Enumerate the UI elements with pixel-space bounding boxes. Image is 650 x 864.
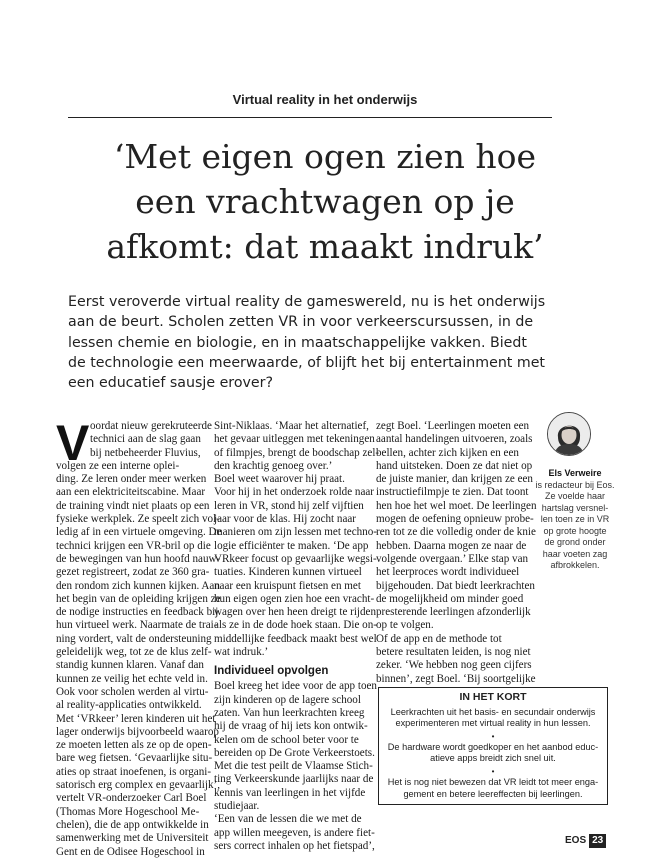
- summary-item: [379, 707, 607, 730]
- text-line: hij de vraag of hij iets kon ontwik-: [214, 720, 368, 733]
- intro-line: lessen chemie en biologie, en in maatschappelijke vakken. Biedt: [68, 334, 527, 351]
- body-column-2: [214, 420, 380, 853]
- summary-item-line: gement en betere leereffecten bij leerlingen.: [403, 788, 583, 799]
- text-line: geleidelijk weg, tot ze de klus zelf-: [56, 646, 212, 659]
- text-line: logie efficiënter te maken. ‘De app: [214, 539, 369, 552]
- text-line: het gevaar uitleggen met tekeningen: [214, 433, 375, 446]
- bullet-icon: •: [491, 731, 495, 741]
- text-line: ze moeten letten als ze op de open-: [56, 739, 212, 752]
- text-line: of filmpjes, brengt de boodschap zel-: [214, 446, 380, 459]
- author-bio-line: hartslag versnel-: [541, 502, 609, 513]
- text-line: ting Verkeerskunde jaarlijks naar de: [214, 773, 374, 786]
- text-line: ‘Een van de lessen die we met de: [214, 813, 362, 826]
- text-line: aties op straat inoefenen, is organi-: [56, 765, 212, 778]
- text-line: bereiden op De Grote Verkeerstoets.: [214, 746, 375, 759]
- headline-line: afkomt: dat maakt indruk’: [106, 227, 544, 266]
- bullet-icon: •: [491, 766, 495, 776]
- text-line: al reality-applicaties ontwikkeld.: [56, 699, 202, 712]
- text-line: het begin van de opleiding krijgen ze: [56, 592, 221, 605]
- author-avatar: [547, 412, 591, 456]
- text-line: chelen), die de app ontwikkelde in: [56, 818, 209, 831]
- text-line: Voor hij in het onderzoek rolde naar: [214, 486, 374, 499]
- text-line: technici aan de slag gaan: [90, 433, 201, 446]
- text-line: hun virtueel werk. Naarmate de trai-: [56, 619, 218, 632]
- summary-item-line: De hardware wordt goedkoper en het aanbod educ-: [387, 741, 599, 752]
- text-line: app willen meegeven, is andere fiet-: [214, 826, 375, 839]
- page-footer: [565, 834, 606, 848]
- summary-item-line: Leerkrachten uit het basis- en secundair onderwijs: [390, 706, 596, 717]
- text-line: Met die test peilt de Vlaamse Stich-: [214, 760, 373, 773]
- text-line: ledig af in een virtuele omgeving. De: [56, 526, 222, 539]
- text-line: zijn kinderen op de lagere school: [214, 693, 361, 706]
- author-bio-line: op grote hoogte: [543, 525, 607, 536]
- text-line: sers correct inhalen op het fietspad’,: [214, 839, 375, 852]
- author-bio: [530, 468, 620, 572]
- headline-line: ‘Met eigen ogen zien hoe: [113, 137, 537, 176]
- text-line: Ook voor scholen werden al virtu-: [56, 685, 209, 698]
- text-line: aan een elektriciteitscabine. Maar: [56, 486, 206, 499]
- text-line: de nodige instructies en feedback bij: [56, 606, 219, 619]
- text-line: wagen over hen heen dreigt te rijden: [214, 606, 377, 619]
- text-line: betere resultaten leiden, is nog niet: [376, 646, 531, 659]
- text-line: op te volgen.: [376, 619, 434, 632]
- section-subhead: Individueel opvolgen: [214, 665, 329, 678]
- text-line: zeker. ‘We hebben nog geen cijfers: [376, 659, 532, 672]
- section-rubric: Virtual reality in het onderwijs: [232, 92, 418, 107]
- intro-lead: [68, 292, 588, 393]
- text-line: technici krijgen een VR-bril op die: [56, 539, 211, 552]
- text-line: de mogelijkheid om minder goed: [376, 592, 524, 605]
- intro-line: een educatief sausje erover?: [68, 375, 273, 392]
- text-line: het leerproces wordt individueel: [376, 566, 520, 579]
- text-line: Gent en de Odisee Hogeschool in: [56, 845, 205, 858]
- text-line: bare weg fietsen. ‘Gevaarlijke situ-: [56, 752, 213, 765]
- author-bio-line: Ze voelde haar: [544, 491, 606, 501]
- text-line: als ze in de dode hoek staan. Die on-: [214, 619, 377, 632]
- text-line: Boel kreeg het idee voor de app toen: [214, 680, 377, 693]
- text-line: satorisch erg complex en gevaarlijk’,: [56, 779, 220, 792]
- text-line: presterende leerlingen afzonderlijk: [376, 606, 531, 619]
- text-line: jaar voor de klas. Hij zocht naar: [214, 513, 357, 526]
- text-line: tuaties. Kinderen kunnen virtueel: [214, 566, 362, 579]
- text-line: binnen’, zegt Boel. ‘Bij soortgelijke: [376, 672, 536, 685]
- author-name: Els Verweire: [548, 468, 602, 478]
- text-line: ning vordert, valt de ondersteuning: [56, 632, 212, 645]
- headline: [40, 134, 610, 269]
- text-line: middellijke feedback maakt best wel: [214, 632, 377, 645]
- text-line: fysieke werkplek. Ze speelt zich vol-: [56, 513, 220, 526]
- text-line: kelen om de school beter voor te: [214, 733, 359, 746]
- text-line: kennis van leerlingen in het vijfde: [214, 786, 366, 799]
- drop-cap: V: [56, 415, 90, 471]
- text-line: Of de app en de methode tot: [376, 632, 502, 645]
- text-line: leren in VR, stond hij zelf vijftien: [214, 499, 364, 512]
- text-line: bijgehouden. Dat biedt leerkrachten: [376, 579, 535, 592]
- intro-line: de technologie een meerwaarde, of blijft het bij entertainment met: [68, 354, 545, 371]
- text-line: ding. Ze leren onder meer werken: [56, 473, 207, 486]
- text-line: volgende overgaan.’ Elke stap van: [376, 552, 529, 565]
- text-line: bellen, achter zich kijken en een: [376, 446, 519, 459]
- summary-item: [379, 742, 607, 765]
- text-line: hun eigen ogen zien hoe een vracht-: [214, 592, 375, 605]
- author-portrait-icon: [548, 413, 590, 455]
- text-line: aantal handelingen uitvoeren, zoals: [376, 433, 533, 446]
- text-line: manieren om zijn lessen met techno-: [214, 526, 377, 539]
- text-line: kunnen ze veilig het echte veld in.: [56, 672, 208, 685]
- author-bio-line: len toen ze in VR: [540, 514, 610, 524]
- text-line: Sint-Niklaas. ‘Maar het alternatief,: [214, 420, 369, 432]
- text-line: oordat nieuw gerekruteerde: [90, 420, 212, 432]
- text-line: studiejaar.: [214, 800, 260, 813]
- text-line: de training vindt niet plaats op een: [56, 499, 210, 512]
- text-line: (Thomas More Hogeschool Me-: [56, 805, 200, 818]
- text-line: Met ‘VRkeer’ leren kinderen uit het: [56, 712, 216, 725]
- text-line: wat indruk.’: [214, 646, 269, 659]
- author-bio-line: is redacteur bij Eos.: [535, 479, 615, 490]
- text-line: de juiste manier, dan krijgen ze een: [376, 473, 533, 486]
- text-line: vertelt VR-onderzoeker Carl Boel: [56, 792, 207, 805]
- text-line: hen hoe het wel moet. De leerlingen: [376, 499, 537, 512]
- author-bio-line: haar voeten zag: [542, 548, 608, 559]
- headline-line: een vrachtwagen op je: [135, 182, 515, 221]
- summary-item-line: experimenteren met virtual reality in hun lessen.: [395, 718, 591, 729]
- text-line: naar een kruispunt fietsen en met: [214, 579, 361, 592]
- text-line: den krachtig genoeg over.’: [214, 459, 333, 472]
- summary-item-line: atieve apps breidt zich snel uit.: [430, 753, 556, 764]
- text-line: de bewegingen van hun hoofd nauw-: [56, 552, 221, 565]
- text-line: hebben. Daarna mogen ze naar de: [376, 539, 527, 552]
- text-line: VRkeer focust op gevaarlijke wegsi-: [214, 552, 377, 565]
- text-line: gezet registreert, zodat ze 360 gra-: [56, 566, 210, 579]
- text-line: volgen ze een interne oplei-: [56, 459, 180, 472]
- text-line: instructiefilmpje te zien. Dat toont: [376, 486, 529, 499]
- body-column-3: [376, 420, 537, 686]
- header-rule: [68, 117, 552, 118]
- text-line: zegt Boel. ‘Leerlingen moeten een: [376, 420, 530, 432]
- text-line: bij netbeheerder Fluvius,: [90, 446, 201, 459]
- body-column-1: [56, 415, 222, 859]
- intro-line: aan de beurt. Scholen zetten VR in voor verkeerscursussen, in de: [68, 314, 534, 331]
- summary-box-title: IN HET KORT: [459, 691, 527, 703]
- text-line: mogen de oefening opnieuw probe-: [376, 513, 534, 526]
- author-bio-line: afbrokkelen.: [550, 560, 600, 570]
- text-line: ren tot ze die volledig onder de knie: [376, 526, 536, 539]
- text-line: zaten. Van hun leerkrachten kreeg: [214, 706, 365, 719]
- summary-box: [378, 687, 608, 805]
- text-line: Boel weet waarover hij praat.: [214, 473, 345, 486]
- summary-item-line: Het is nog niet bewezen dat VR leidt tot meer enga-: [387, 776, 599, 787]
- text-line: standig kunnen klaren. Vanaf dan: [56, 659, 204, 672]
- intro-line: Eerst veroverde virtual reality de gameswereld, nu is het onderwijs: [68, 294, 546, 310]
- text-line: lager onderwijs bijvoorbeeld waarop: [56, 725, 219, 738]
- summary-item: [379, 777, 607, 800]
- text-line: samenwerking met de Universiteit: [56, 832, 209, 845]
- text-line: hand uitsteken. Doen ze dat niet op: [376, 459, 533, 472]
- magazine-name: EOS: [565, 835, 587, 846]
- author-bio-line: de grond onder: [544, 537, 606, 547]
- text-line: den rondom zich kunnen kijken. Aan: [56, 579, 220, 592]
- page-number: 23: [589, 834, 606, 848]
